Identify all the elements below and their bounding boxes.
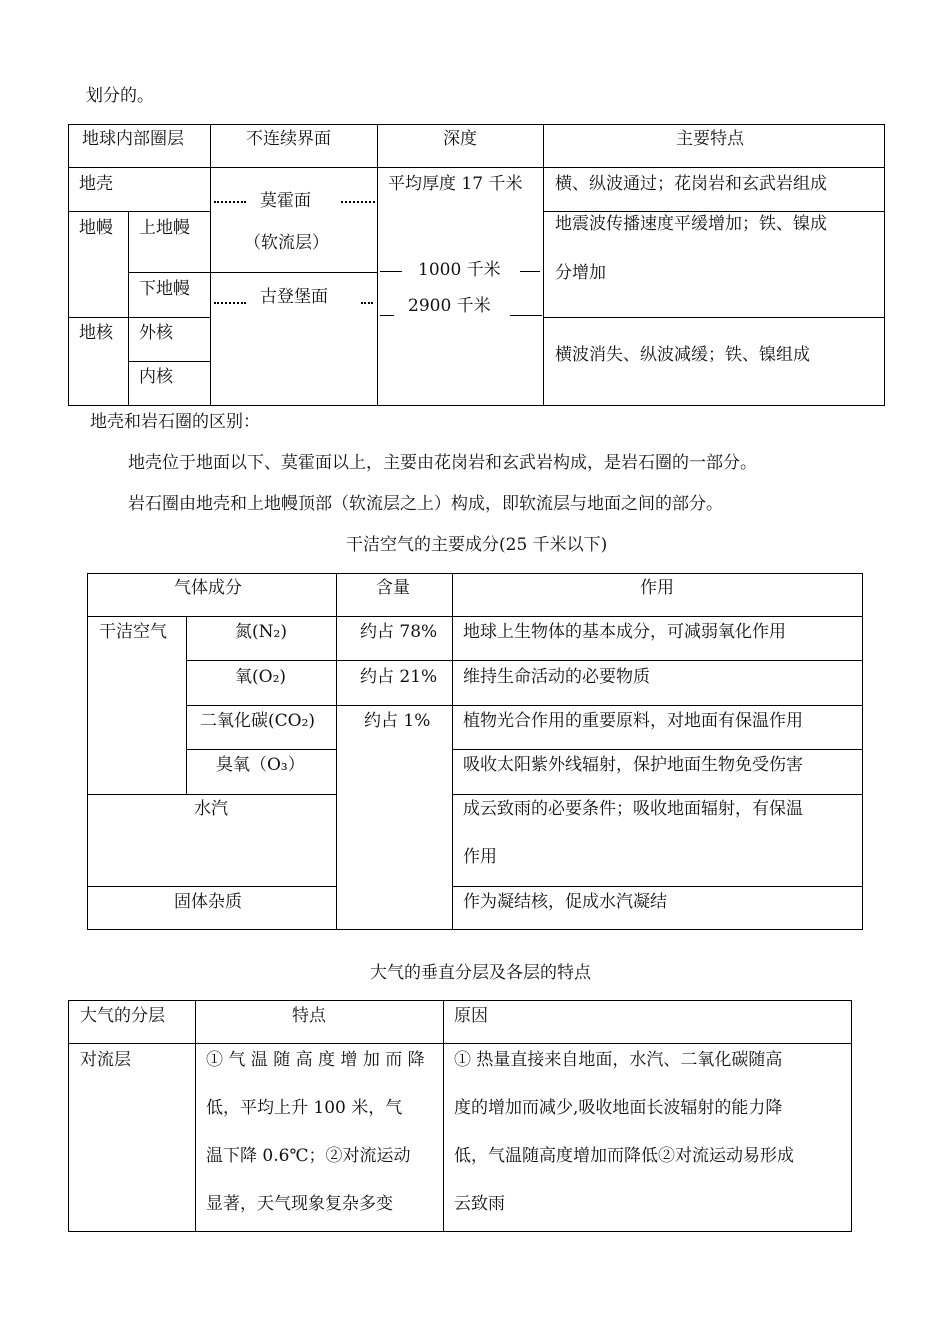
t3-header-reason: 原因 (454, 1006, 488, 1026)
crust-label: 地壳 (79, 174, 113, 194)
depth-1000: 1000 千米 (418, 260, 501, 280)
role-co2: 植物光合作用的重要原料，对地面有保温作用 (463, 711, 803, 731)
role-water-vapor-line1: 成云致雨的必要条件；吸收地面辐射，有保温 (463, 799, 803, 819)
t2-header-role: 作用 (640, 578, 674, 598)
troposphere-reason-line4: 云致雨 (454, 1194, 505, 1214)
role-nitrogen: 地球上生物体的基本成分，可减弱氧化作用 (463, 622, 786, 642)
upper-mantle-label: 上地幔 (139, 218, 190, 238)
troposphere-feature-line4: 显著，天气现象复杂多变 (206, 1194, 393, 1214)
t1-header-features: 主要特点 (676, 129, 744, 149)
gas-solid-impurities: 固体杂质 (174, 892, 242, 912)
gutenberg-dotted-line-left (214, 302, 246, 304)
gutenberg-label: 古登堡面 (260, 287, 328, 307)
role-oxygen: 维持生命活动的必要物质 (463, 667, 650, 687)
t3-header-feature: 特点 (292, 1006, 326, 1026)
moho-label: 莫霍面 (260, 191, 311, 211)
t2-header-gas: 气体成分 (174, 578, 242, 598)
inner-core-label: 内核 (139, 367, 173, 387)
moho-dotted-line-right (341, 201, 375, 203)
t1-header-boundary: 不连续界面 (246, 129, 331, 149)
dry-air-group: 干洁空气 (99, 622, 167, 642)
atmosphere-layers-title: 大气的垂直分层及各层的特点 (370, 963, 591, 983)
troposphere-reason-line2: 度的增加而减少,吸收地面长波辐射的能力降 (454, 1098, 783, 1118)
crust-lithosphere-heading: 地壳和岩石圈的区别： (90, 412, 260, 432)
depth-2900: 2900 千米 (408, 296, 491, 316)
troposphere-feature-line2: 低，平均上升 100 米，气 (206, 1098, 403, 1118)
troposphere-label: 对流层 (80, 1050, 131, 1070)
air-composition-title: 干洁空气的主要成分(25 千米以下) (346, 535, 608, 555)
outer-core-label: 外核 (139, 323, 173, 343)
depth-2900-line-left (380, 315, 394, 316)
gas-co2: 二氧化碳(CO₂) (200, 711, 316, 731)
depth-1000-line-right (520, 271, 540, 272)
lower-mantle-label: 下地幔 (139, 279, 190, 299)
t2-header-amount: 含量 (376, 578, 410, 598)
core-label: 地核 (79, 323, 113, 343)
amount-nitrogen: 约占 78% (360, 622, 438, 642)
role-solid-impurities: 作为凝结核，促成水汽凝结 (463, 892, 667, 912)
troposphere-reason-line3: 低，气温随高度增加而降低②对流运动易形成 (454, 1146, 794, 1166)
depth-1000-line-left (380, 271, 402, 272)
t1-header-layer: 地球内部圈层 (82, 129, 184, 149)
troposphere-feature-line1: ① 气 温 随 高 度 增 加 而 降 (206, 1050, 425, 1070)
depth-2900-line-right (510, 315, 542, 316)
lithosphere-definition: 岩石圈由地壳和上地幔顶部（软流层之上）构成，即软流层与地面之间的部分。 (128, 494, 723, 514)
amount-co2: 约占 1% (364, 711, 431, 731)
role-ozone: 吸收太阳紫外线辐射，保护地面生物免受伤害 (463, 755, 803, 775)
intro-tail: 划分的。 (86, 86, 154, 106)
crust-definition: 地壳位于地面以下、莫霍面以上，主要由花岗岩和玄武岩构成，是岩石圈的一部分。 (128, 453, 757, 473)
mantle-feature-line1: 地震波传播速度平缓增加；铁、镍成 (555, 214, 827, 234)
gutenberg-dotted-line-right (361, 302, 373, 304)
gas-water-vapor: 水汽 (194, 799, 228, 819)
t3-header-layer: 大气的分层 (80, 1006, 165, 1026)
crust-feature: 横、纵波通过；花岗岩和玄武岩组成 (555, 174, 827, 194)
moho-dotted-line-left (214, 201, 246, 203)
mantle-feature-line2: 分增加 (555, 263, 606, 283)
gas-oxygen: 氧(O₂) (235, 667, 287, 687)
t1-header-depth: 深度 (443, 129, 477, 149)
amount-oxygen: 约占 21% (360, 667, 438, 687)
asthenosphere-label: （软流层） (244, 233, 329, 253)
crust-depth: 平均厚度 17 千米 (388, 174, 523, 194)
troposphere-feature-line3: 温下降 0.6℃；②对流运动 (206, 1146, 411, 1166)
mantle-label: 地幔 (79, 218, 113, 238)
role-water-vapor-line2: 作用 (463, 847, 497, 867)
gas-nitrogen: 氮(N₂) (235, 622, 287, 642)
gas-ozone: 臭氧（O₃） (216, 755, 305, 775)
troposphere-reason-line1: ① 热量直接来自地面，水汽、二氧化碳随高 (454, 1050, 783, 1070)
core-feature: 横波消失、纵波减缓；铁、镍组成 (555, 345, 810, 365)
